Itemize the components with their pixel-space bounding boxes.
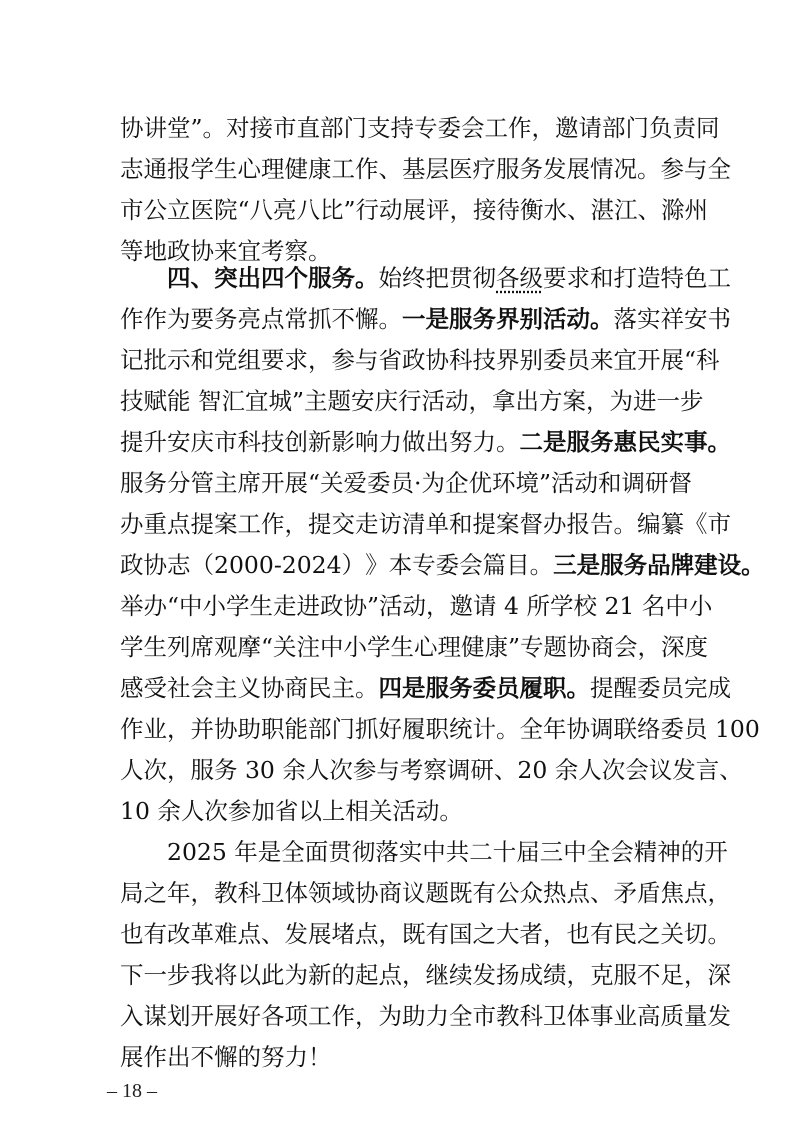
paragraph-line — [120, 791, 463, 831]
paragraph-line — [120, 1037, 332, 1077]
paragraph-line: 办 重 点 提 案 工 作 ， 提 交 走 访 清 单 和 提 案 督 办 报 告 。 编 纂 《 市 — [120, 510, 731, 538]
text-line — [0, 832, 793, 872]
paragraph-line: 志 通 报 学 生 心 理 健 康 工 作 、 基 层 医 疗 服 务 发 展 情 况 。 参 与 全 — [120, 155, 731, 183]
paragraph-line: 提 升 安 庆 市 科 技 创 新 影 响 力 做 出 努 力 。 二 是 服 务 惠 民 实 事 。 — [120, 428, 731, 456]
paragraph-line: 协 讲 堂 ” 。 对 接 市 直 部 门 支 持 专 委 会 工 作 ， 邀 请 部 门 负 责 同 — [120, 114, 720, 142]
text-line — [0, 791, 793, 831]
paragraph-line: 下 一 步 我 将 以 此 为 新 的 起 点 ， 继 续 发 扬 成 绩 ， 克 服 不 足 ， 深 — [120, 961, 731, 989]
text-line — [0, 996, 793, 1036]
paragraph-line: 服 务 分 管 主 席 开 展 “ 关 爱 委 员 · 为 企 优 环 境 ” 活 动 和 调 研 督 — [120, 469, 693, 497]
paragraph-line: 感 受 社 会 主 义 协 商 民 主 。 四 是 服 务 委 员 履 职 。 提 醒 委 员 完 成 — [120, 674, 731, 702]
text-line — [0, 586, 793, 626]
text-line — [0, 914, 793, 954]
text-line — [0, 627, 793, 667]
text-line — [0, 1037, 793, 1077]
paragraph-line: 政 协 志 （ 2000 - 2024 ） 》 本 专 委 会 篇 目 。 三 是 服 务 品 牌 建 设 。 — [120, 551, 765, 579]
paragraph-text: 10 余人次参加省以上相关活动。 — [120, 797, 463, 825]
text-line — [0, 545, 793, 585]
paragraph-line: 2025 年 是 全 面 贯 彻 落 实 中 共 二 十 届 三 中 全 会 精 神 的 开 — [167, 838, 728, 866]
paragraph-line: 也 有 改 革 难 点 、 发 展 堵 点 ， 既 有 国 之 大 者 ， 也 有 民 之 关 切 。 — [120, 920, 731, 948]
paragraph-line: 局 之 年 ， 教 科 卫 体 领 域 协 商 议 题 既 有 公 众 热 点 、 矛 盾 焦 点 ， — [120, 879, 731, 907]
paragraph-line: 记 批 示 和 党 组 要 求 ， 参 与 省 政 协 科 技 界 别 委 员 来 宜 开 展 “ 科 — [120, 346, 720, 374]
paragraph-line: 作 业 ， 并 协 助 职 能 部 门 抓 好 履 职 统 计 。 全 年 协 调 联 络 委 员 100 — [120, 715, 760, 743]
paragraph-line: 四 、 突 出 四 个 服 务 。 始 终 把 贯 彻 各 级 要 求 和 打 造 特 色 工 — [167, 264, 731, 292]
paragraph-text: 等地政协来宜考察。 — [120, 237, 332, 265]
paragraph-line: 市 公 立 医 院 “ 八 亮 八 比 ” 行 动 展 评 ， 接 待 衡 水 、 湛 江 、 滁 州 — [120, 196, 709, 224]
text-line — [0, 149, 793, 189]
text-line — [0, 955, 793, 995]
text-line — [0, 299, 793, 339]
section-heading-line — [0, 258, 793, 298]
text-line — [0, 668, 793, 708]
text-line — [0, 463, 793, 503]
paragraph-line: 技 赋 能 智 汇 宜 城 ” 主 题 安 庆 行 活 动 ， 拿 出 方 案 ， 为 进 一 步 — [120, 387, 704, 415]
text-line — [0, 709, 793, 749]
text-line — [0, 750, 793, 790]
paragraph-line: 举 办 “ 中 小 学 生 走 进 政 协 ” 活 动 ， 邀 请 4 所 学 校 21 名 中 小 — [120, 592, 713, 620]
text-line — [0, 873, 793, 913]
paragraph-line: 作 作 为 要 务 亮 点 常 抓 不 懈 。 一 是 服 务 界 别 活 动 。 落 实 祥 安 书 — [120, 305, 731, 333]
text-line — [0, 108, 793, 148]
text-line — [0, 340, 793, 380]
paragraph-line: 入 谋 划 开 展 好 各 项 工 作 ， 为 助 力 全 市 教 科 卫 体 事 业 高 质 量 发 — [120, 1002, 731, 1030]
text-line — [0, 504, 793, 544]
paragraph-line: 学 生 列 席 观 摩 “ 关 注 中 小 学 生 心 理 健 康 ” 专 题 协 商 会 ， 深 度 — [120, 633, 709, 661]
paragraph-line: 人 次 ， 服 务 30 余 人 次 参 与 考 察 调 研 、 20 余 人 次 会 议 发 言 、 — [120, 756, 743, 784]
page-number: – 18 – — [107, 1080, 157, 1102]
paragraph-text: 展作出不懈的努力！ — [120, 1043, 332, 1071]
text-line — [0, 422, 793, 462]
text-line — [0, 381, 793, 421]
text-line — [0, 190, 793, 230]
